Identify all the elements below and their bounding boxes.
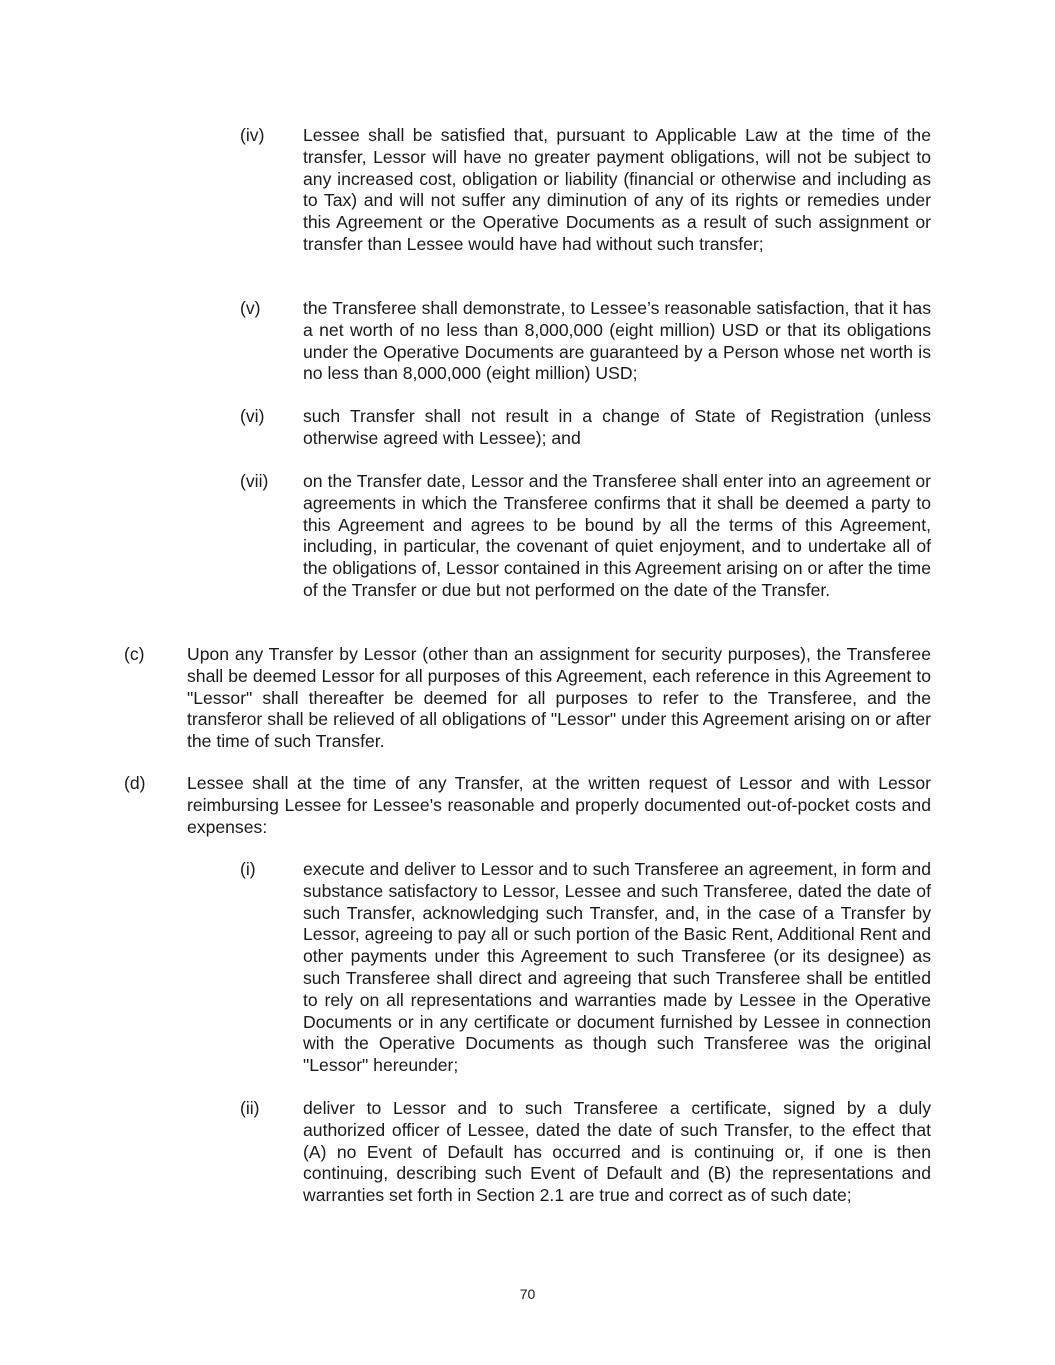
- clause-text: the Transferee shall demonstrate, to Lessee’s reasonable satisfaction, that it has a net worth of no less than 8,000,000 (eight million) USD or that its obligations under the Operative Documents are guaranteed by a Person whose net worth is no less than 8,000,000 (eight million) USD;: [303, 298, 931, 384]
- clause-text: Upon any Transfer by Lessor (other than an assignment for security purposes), the Transferee shall be deemed Lessor for all purposes of this Agreement, each reference in this Agreement to "Lessor" shall thereafter be deemed for all purposes to refer to the Transferee, and the transferor shall be relieved of all obligations of "Lessor" under this Agreement arising on or after the time of such Transfer.: [187, 644, 931, 752]
- page-number: 70: [519, 1286, 536, 1302]
- clause-label: (i): [240, 859, 256, 879]
- clause-label: (c): [124, 644, 145, 664]
- clause-text: deliver to Lessor and to such Transferee a certificate, signed by a duly authorized officer of Lessee, dated the date of such Transfer, to the effect that (A) no Event of Default has occurred and is continuing or, if one is then continuing, describing such Event of Default and (B) the representations and warranties set forth in Section 2.1 are true and correct as of such date;: [303, 1098, 931, 1206]
- clause-label: (vii): [240, 471, 269, 491]
- clause-text: on the Transfer date, Lessor and the Transferee shall enter into an agreement or agreements in which the Transferee confirms that it shall be deemed a party to this Agreement and agrees to be bound by all the terms of this Agreement, including, in particular, the covenant of quiet enjoyment, and to undertake all of the obligations of, Lessor contained in this Agreement arising on or after the time of the Transfer or due but not performed on the date of the Transfer.: [303, 471, 931, 600]
- clause-text: Lessee shall be satisfied that, pursuant to Applicable Law at the time of the transfer, Lessor will have no greater payment obligations, will not be subject to any increased cost, obligation or liability (financial or otherwise and including as to Tax) and will not suffer any diminution of any of its rights or remedies under this Agreement or the Operative Documents as a result of such assignment or transfer than Lessee would have had without such transfer;: [303, 125, 931, 254]
- clause-text: execute and deliver to Lessor and to such Transferee an agreement, in form and substance satisfactory to Lessor, Lessee and such Transferee, dated the date of such Transfer, acknowledging such Transfer, and, in the case of a Transfer by Lessor, agreeing to pay all or such portion of the Basic Rent, Additional Rent and other payments under this Agreement to such Transferee (or its designee) as such Transferee shall direct and agreeing that such Transferee shall be entitled to rely on all representations and warranties made by Lessee in the Operative Documents or in any certificate or document furnished by Lessee in connection with the Operative Documents as though such Transferee was the original "Lessor" hereunder;: [303, 859, 931, 1076]
- clause-label: (iv): [240, 125, 265, 145]
- clause-label: (ii): [240, 1098, 260, 1118]
- clause-label: (v): [240, 298, 261, 318]
- clause-label: (d): [124, 773, 146, 793]
- clause-text: such Transfer shall not result in a change of State of Registration (unless otherwise agreed with Lessee); and: [303, 406, 931, 448]
- clause-label: (vi): [240, 406, 265, 426]
- clause-text: Lessee shall at the time of any Transfer, at the written request of Lessor and with Lessor reimbursing Lessee for Lessee's reasonable and properly documented out-of-pocket costs and expenses:: [187, 773, 931, 837]
